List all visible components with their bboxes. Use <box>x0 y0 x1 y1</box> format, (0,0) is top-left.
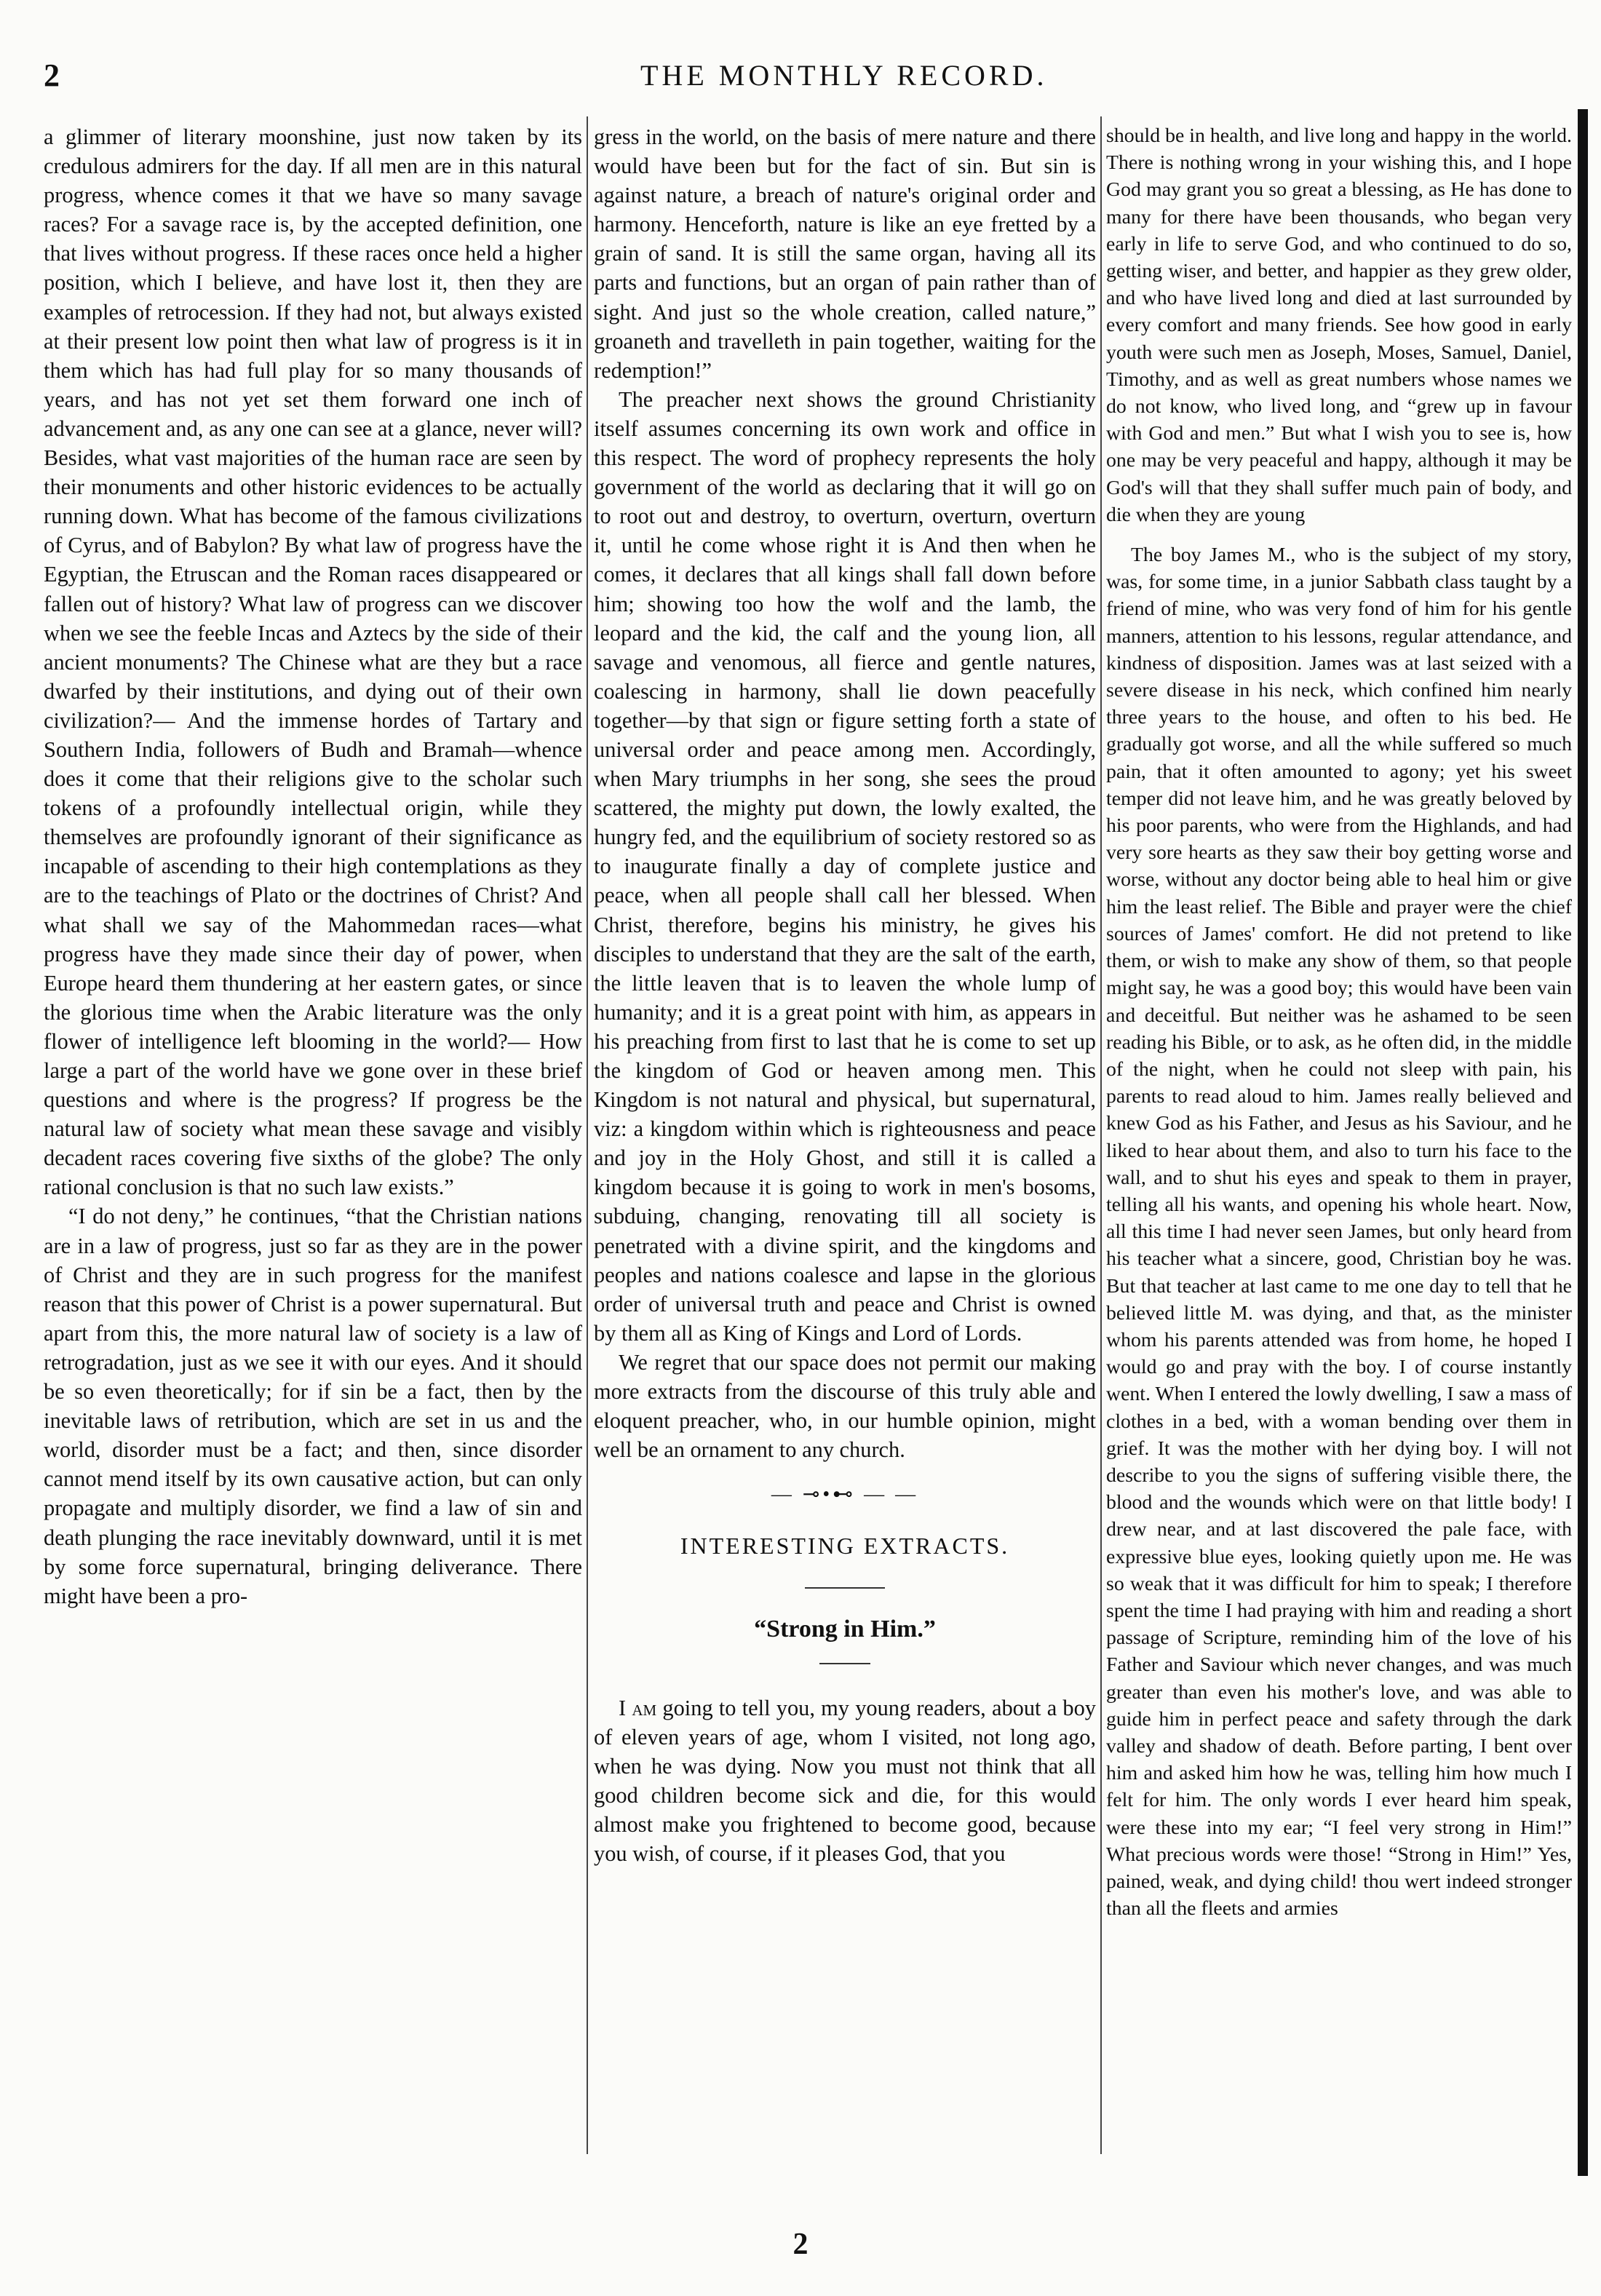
article-title-divider <box>819 1663 870 1664</box>
column-two-paragraph-1: gress in the world, on the basis of mere nature and there would have been but for the fact of sin. But sin is against nature, a breach of nature's original order and harmony. Henceforth, nature is like an eye fretted by a grain of sand. It is still the same organ, having all its parts and functions, but an organ of pain rather than of sight. And just so the whole creation, called nature,” groaneth and travelleth in pain together, waiting for the redemption!” <box>594 124 1096 383</box>
page-number-bottom: 2 <box>792 2228 809 2261</box>
column-two-paragraph-2: The preacher next shows the ground Christianity itself assumes concerning its own work and office in this respect. The word of prophecy represents the holy government of the world as declaring that it will go on to root out and destroy, to overturn, overturn, overturn it, until he come whose right it is And then when he comes, it declares that all kings shall fall down before him; showing too how the wolf and the lamb, the leopard and the kid, the calf and the young lion, all savage and venomous, all fierce and gentle natures, coalescing in harmony, shall lie down peacefully together—by that sign or figure setting forth a state of universal order and peace among men. Accordingly, when Mary triumphs in her song, she sees the proud scattered, the mighty put down, the lowly exalted, the hungry fed, and the equilibrium of society restored so as to inaugurate finally a day of complete justice and peace, when all people shall call her blessed. When Christ, therefore, begins his ministry, he gives his disciples to understand that they are the salt of the earth, the little leaven that is to leaven the whole lump of humanity; and it is a great point with him, as appears in his preaching from first to last that he is come to set up the kingdom of God or heaven among men. This Kingdom is not natural and physical, but supernatural, viz: a kingdom within which is righteousness and peace and joy in the Holy Ghost, and still it is called a kingdom because it is going to work in men's bosoms, subduing, changing, renovating till all society is penetrated with a divine spirit, and the kingdoms and peoples and nations coalesce and lapse in the glorious order of universal truth and peace and Christ is owned by them all as King of Kings and Lord of Lords. <box>594 386 1096 1346</box>
section-ornament: — ⊸•⊷ — — <box>771 1483 919 1506</box>
article-opening-paragraph <box>594 1693 1096 1869</box>
section-heading: INTERESTING EXTRACTS. <box>680 1533 1010 1560</box>
section-divider <box>805 1587 885 1589</box>
scan-edge-shadow <box>1578 109 1588 2176</box>
column-one <box>44 122 582 2182</box>
article-lead-caps: I am <box>619 1695 657 1720</box>
page-number-top: 2 <box>44 57 60 93</box>
column-one-paragraph-2: “I do not deny,” he continues, “that the Christian nations are in a law of progress, just so far as they are in the power of Christ and they are in such progress for the manifest reason that this power of Christ is a power supernatural. But apart from this, the more natural law of society is a law of retrogradation, just as we see it with our eyes. And it should be so even theoretically; for if sin be a fact, then by the inevitable laws of retribution, which are set in us and the world, disorder must be a fact; and then, since disorder cannot mend itself by its own causative action, but can only propagate and multiply disorder, we find a law of sin and death plunging the race inevitably downward, until it is met by some force supernatural, bringing deliverance. There might have been a pro- <box>44 1204 582 1608</box>
article-title: “Strong in Him.” <box>754 1615 936 1642</box>
article-opening-text: going to tell you, my young readers, about a boy of eleven years of age, whom I visited, not long ago, when he was dying. Now you must not think that all good children become sick and die, for this would almost make you frightened to become good, because you wish, of course, if it pleases God, that you <box>594 1695 1096 1867</box>
column-three <box>1106 122 1572 2182</box>
column-three-paragraph-1: should be in health, and live long and happy in the world. There is nothing wrong in your wishing this, and I hope God may grant you so great a blessing, as He has done to many for there have been thousands, who began very early in life to serve God, and who continued to do so, getting wiser, and better, and happier as they grew older, and who have lived long and died at last surrounded by every comfort and many friends. See how good in early youth were such men as Joseph, Moses, Samuel, Daniel, Timothy, and as well as great numbers whose names we do not know, who lived long, and “grew up in favour with God and men.” But what I wish you to see is, how one may be very peaceful and happy, although it may be God's will that they shall suffer much pain of body, and die when they are young <box>1106 124 1572 526</box>
column-three-paragraph-2: The boy James M., who is the subject of my story, was, for some time, in a junior Sabbath class taught by a friend of mine, who was very fond of him for his gentle manners, attention to his lessons, regular attendance, and kindness of disposition. James was at last seized with a severe disease in his neck, which confined him nearly three years to the house, and often to his bed. He gradually got worse, and all the while suffered so much pain, that it often amounted to agony; yet his sweet temper did not leave him, and he was greatly beloved by his poor parents, who were from the Highlands, and had very sore hearts as they saw their boy getting worse and worse, without any doctor being able to heal him or give him the least relief. The Bible and prayer were the chief sources of James' comfort. He did not pretend to like them, or wish to make any show of them, so that people might say, he was a good boy; this would have been vain and deceitful. But neither was he ashamed to be seen reading his Bible, or to ask, as he often did, in the middle of the night, when he could not sleep with pain, his parents to read aloud to him. James really believed and knew God as his Father, and Jesus as his Saviour, and he liked to hear about them, and also to turn his face to the wall, and to shut his eyes and speak to them in prayer, telling all his wants, and opening his whole heart. Now, all this time I had never seen James, but only heard from his teacher what a sincere, good, Christian boy he was. But that teacher at last came to me one day to tell that he believed little M. was dying, and that, as the minister whom his parents attended was from home, he hoped I would go and pray with the boy. I of course instantly went. When I entered the lowly dwelling, I saw a mass of clothes in a bed, with a woman bending over them in grief. It was the mother with her dying boy. I will not describe to you the signs of suffering visible there, the blood and the wounds which were on that little body! I drew near, and at last discovered the pale face, with expressive blue eyes, looking quietly upon me. He was so weak that it was difficult for him to speak; I therefore spent the time I had praying with him and reading a short passage of Scripture, reminding him of the love of his Father and Saviour which never changes, and was much greater than even his mother's love, and was able to guide him in perfect peace and safety through the dark valley and shadow of death. Before parting, I bent over him and asked him how he was, telling him how much I felt for him. The only words I ever heard him speak, were these into my ear; “I feel very strong in Him!” What precious words were those! “Strong in Him!” Yes, pained, weak, and dying child! thou wert indeed stronger than all the fleets and armies <box>1106 544 1572 1920</box>
column-two <box>594 122 1096 2182</box>
column-rule-right <box>1100 116 1102 2154</box>
column-rule-left <box>587 116 588 2154</box>
running-title: THE MONTHLY RECORD. <box>640 59 1048 92</box>
column-one-paragraph-1: a glimmer of literary moonshine, just now taken by its credulous admirers for the day. If all men are in this natural progress, whence comes it that we have so many savage races? For a savage race is, by the accepted definition, one that lives without progress. If these races once held a higher position, which I believe, and have lost it, then they are examples of retrocession. If they had not, but always existed at their present low point then what law of progress is it in them which has had full play for so many thousands of years, and has not yet set them forward one inch of advancement and, as any one can see at a glance, never will? Besides, what vast majorities of the human race are seen by their monuments and other historic evidences to be actually running down. What has become of the famous civilizations of Cyrus, and of Babylon? By what law of progress have the Egyptian, the Etruscan and the Roman races disappeared or fallen out of history? What law of progress can we discover when we see the feeble Incas and Aztecs by the side of their ancient monuments? The Chinese what are they but a race dwarfed by their institutions, and dying out of their own civilization?— And the immense hordes of Tartary and Southern India, followers of Budh and Bramah—whence does it come that their religions give to the scholar such tokens of a profoundly intellectual origin, while they themselves are profoundly ignorant of their significance as incapable of ascending to their high contemplations as they are to the teachings of Plato or the doctrines of Christ? And what shall we say of the Mahommedan races—what progress have they made since their day of power, when Europe heard them thundering at her eastern gates, or since the glorious time when the Arabic literature was the only flower of intelligence left blooming in the world?— How large a part of the world have we gone over in these brief questions and where is the progress? If progress be the natural law of society what mean these savage and visibly decadent races covering five sixths of the globe? The only rational conclusion is that no such law exists.” <box>44 124 582 1200</box>
column-two-paragraph-3: We regret that our space does not permit our making more extracts from the discourse of this truly able and eloquent preacher, who, in our humble opinion, might well be an ornament to any church. <box>594 1349 1096 1463</box>
